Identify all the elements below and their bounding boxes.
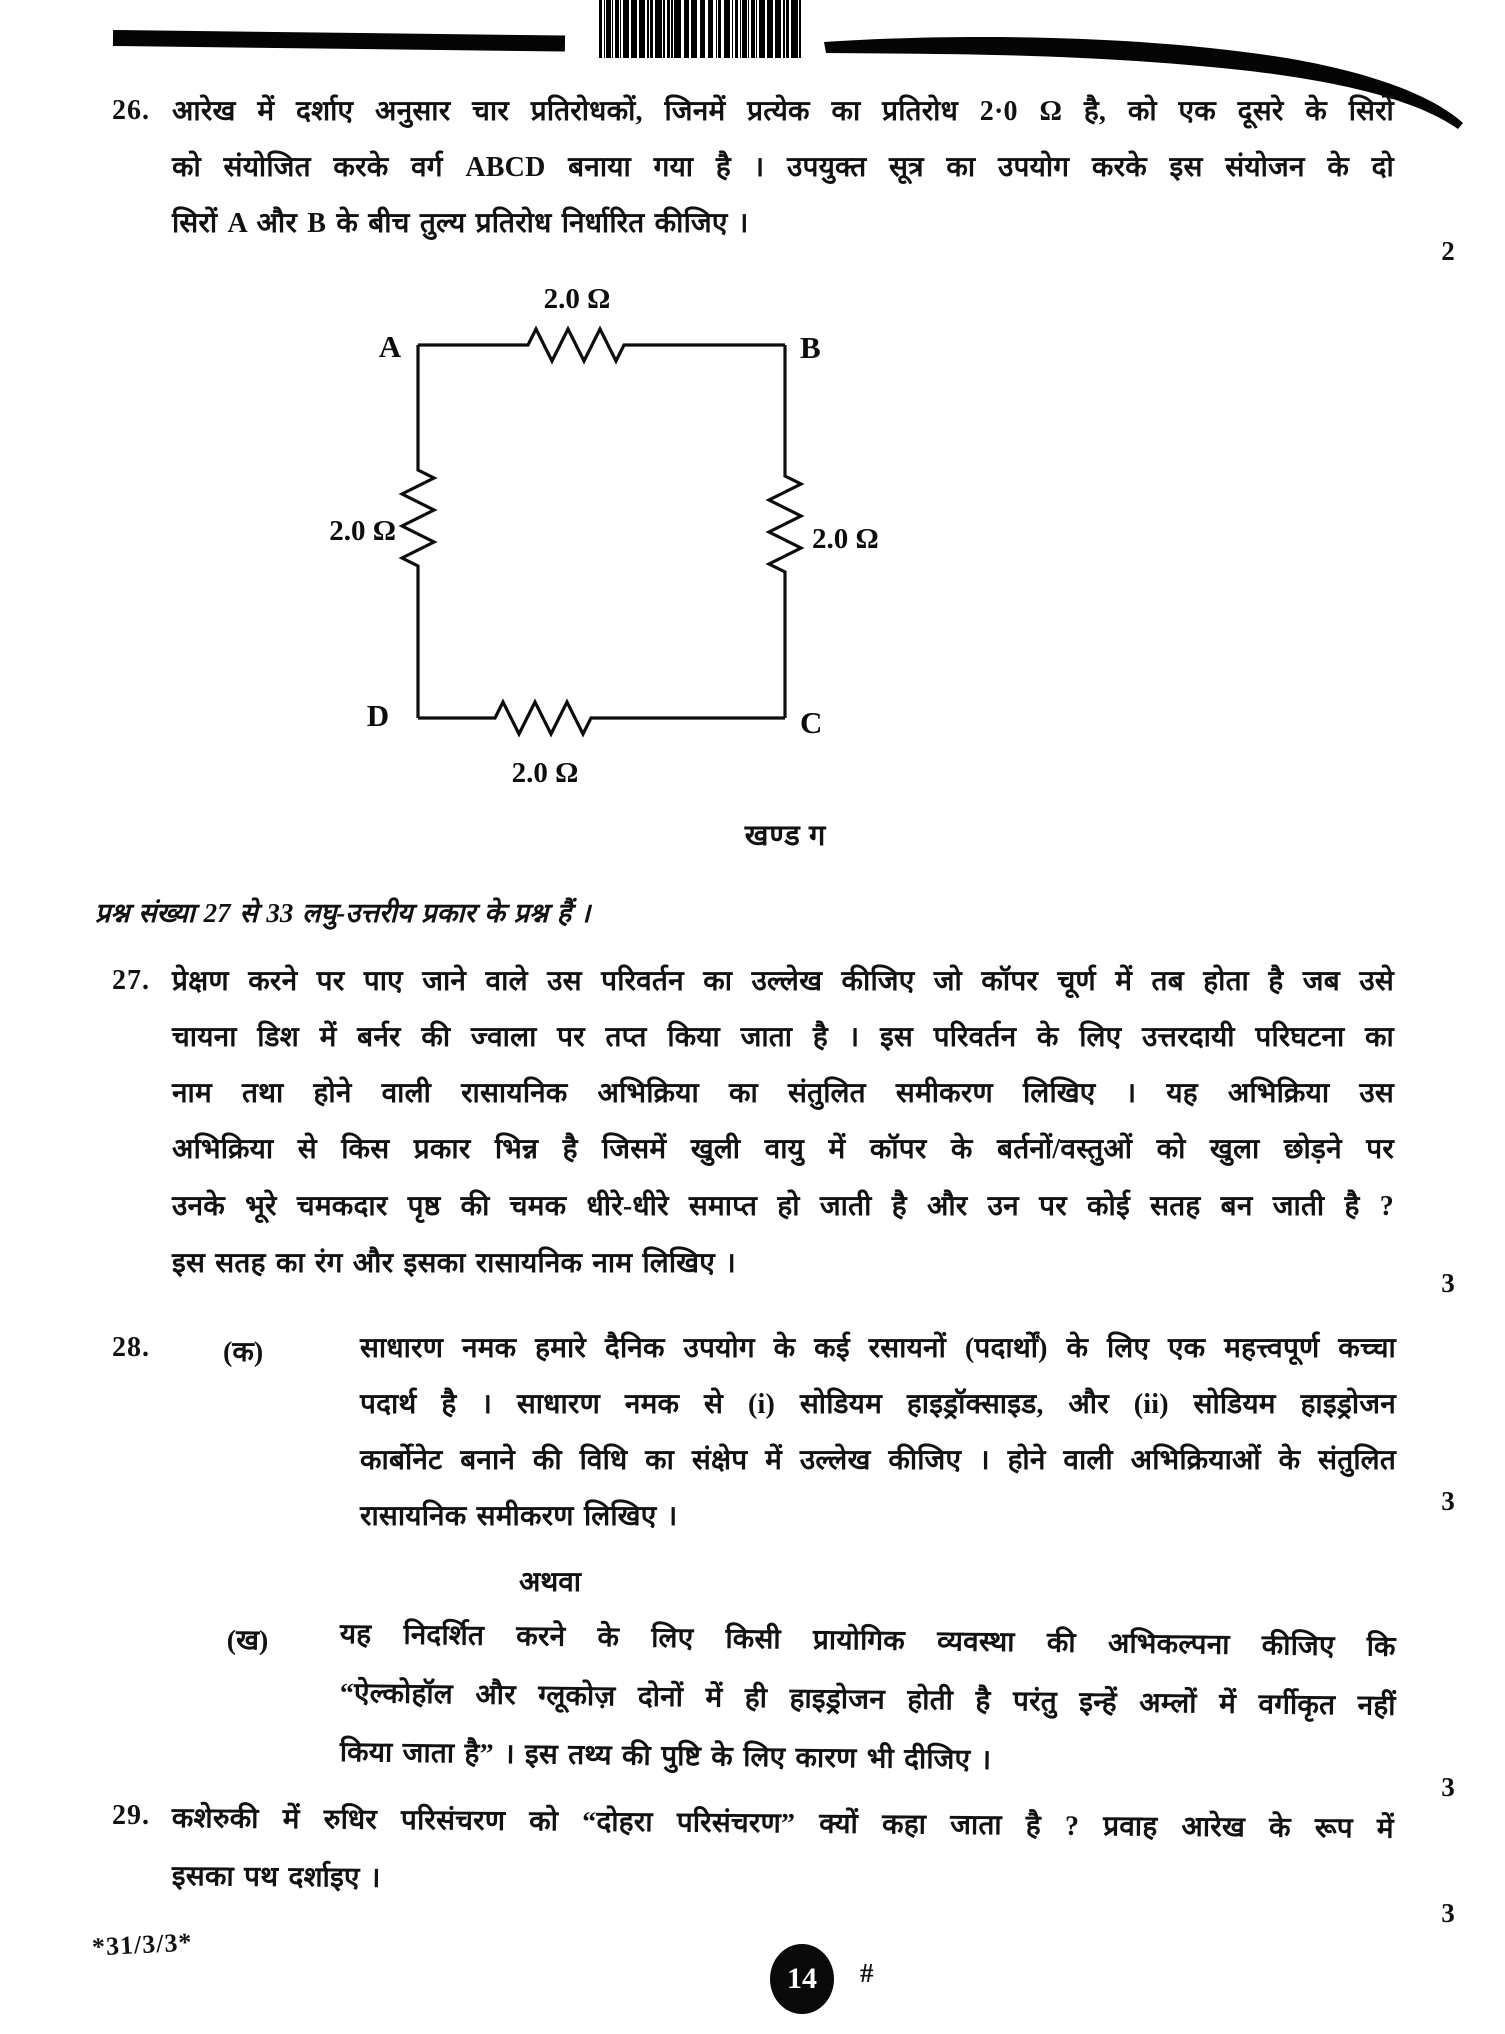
marks-q28a: 3 [1441,1486,1455,1516]
question-line: इसका पथ दर्शाइए । [171,1861,381,1894]
question-line: कशेरुकी में रुधिर परिसंचरण को “दोहरा परिसंचरण” क्यों कहा जाता है ? प्रवाह आरेख के रूप में [171,1803,1394,1845]
question-line: किया जाता है” । इस तथ्य की पुष्टि के लिए कारण भी दीजिए । [339,1736,992,1776]
page-number: 14 [787,1962,817,1995]
page-number-badge [770,1944,834,2014]
circuit-diagram [0,0,1000,810]
resistor-value-top: 2.0 Ω [543,283,611,315]
corner-label-b: B [800,330,821,365]
question-26-number: 26. [112,95,150,126]
hash-mark: # [860,1958,874,1988]
resistor-value-bottom: 2.0 Ω [511,757,579,789]
question-line: अभिक्रिया से किस प्रकार भिन्न है जिसमें खुली वायु में कॉपर के बर्तनों/वस्तुओं को खुला छोड़ने पर [172,1134,1394,1165]
question-line: कार्बोनेट बनाने की विधि का संक्षेप में उल्लेख कीजिए । होने वाली अभिक्रियाओं के संतुलित [360,1445,1396,1476]
resistor-value-right: 2.0 Ω [812,523,879,555]
paper-code: *31/3/3* [91,1927,194,1962]
question-27-number: 27. [112,965,150,996]
marks-q26: 2 [1441,236,1455,266]
corner-label-a: A [378,329,402,364]
question-line: पदार्थ है । साधारण नमक से (i) सोडियम हाइड्रॉक्साइड, और (ii) सोडियम हाइड्रोजन [360,1389,1396,1420]
question-line: उनके भूरे चमकदार पृष्ठ की चमक धीरे-धीरे समाप्त हो जाती है और उन पर कोई सतह बन जाती है ? [172,1191,1394,1222]
question-line: साधारण नमक हमारे दैनिक उपयोग के कई रसायनों (पदार्थों) के लिए एक महत्त्वपूर्ण कच्चा [360,1333,1396,1364]
marks-q28b: 3 [1441,1772,1455,1802]
or-separator: अथवा [518,1567,582,1598]
question-line: नाम तथा होने वाली रासायनिक अभिक्रिया का संतुलित समीकरण लिखिए । यह अभिक्रिया उस [172,1078,1394,1109]
part-b-label: (ख) [226,1624,269,1657]
marks-q27: 3 [1441,1268,1455,1298]
marks-q29: 3 [1441,1898,1455,1928]
question-line: आरेख में दर्शाए अनुसार चार प्रतिरोधकों, जिनमें प्रत्येक का प्रतिरोध 2·0 Ω है, को एक दूसरे के सिरों [172,96,1394,127]
question-29-number: 29. [112,1800,150,1831]
part-a-label: (क) [223,1337,264,1368]
question-line: प्रेक्षण करने पर पाए जाने वाले उस परिवर्तन का उल्लेख कीजिए जो कॉपर चूर्ण में तब होता है जब उसे [172,966,1394,997]
section-heading: खण्ड ग [744,820,827,852]
question-line: चायना डिश में बर्नर की ज्वाला पर तप्त किया जाता है । इस परिवर्तन के लिए उत्तरदायी परिघटना का [172,1022,1394,1053]
corner-label-c: C [800,705,823,740]
question-line: “ऐल्कोहॉल और ग्लूकोज़ दोनों में ही हाइड्रोजन होती है परंतु इन्हें अम्लों में वर्गीकृत नहीं [339,1677,1396,1722]
resistor-value-left: 2.0 Ω [329,515,396,547]
corner-label-d: D [366,698,390,733]
question-28-number: 28. [112,1332,150,1363]
question-line: यह निदर्शित करने के लिए किसी प्रायोगिक व्यवस्था की अभिकल्पना कीजिए कि [339,1618,1396,1663]
question-line: रासायनिक समीकरण लिखिए । [360,1501,678,1532]
question-line: सिरों A और B के बीच तुल्य प्रतिरोध निर्धारित कीजिए । [172,208,749,239]
question-line: इस सतह का रंग और इसका रासायनिक नाम लिखिए । [172,1248,736,1279]
question-line: को संयोजित करके वर्ग ABCD बनाया गया है । उपयुक्त सूत्र का उपयोग करके इस संयोजन के दो [172,152,1394,183]
section-instruction: प्रश्न संख्या 27 से 33 लघु-उत्तरीय प्रकार के प्रश्न हैं । [95,898,591,928]
